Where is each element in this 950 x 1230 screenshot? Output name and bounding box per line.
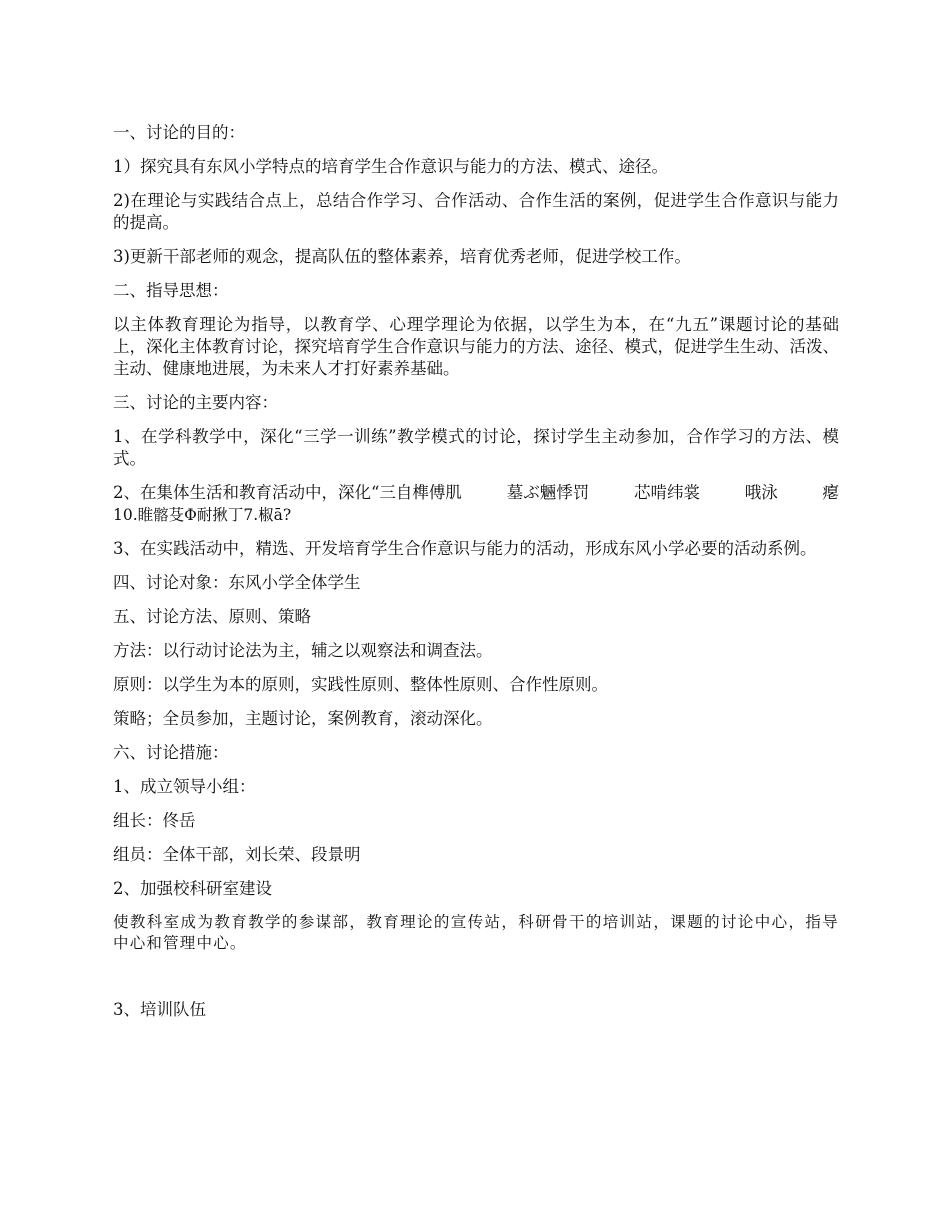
section-6-item-2: 2、加强校科研室建设 — [113, 879, 272, 898]
section-6-item-3: 3、培训队伍 — [113, 1000, 206, 1019]
section-2-heading: 二、指导思想： — [113, 281, 229, 300]
garbled-text-segment: 瘪 — [822, 483, 839, 502]
section-3-paragraph-3: 3、在实践活动中，精选、开发培育学生合作意识与能力的活动，形成东风小学必要的活动系例。 — [113, 539, 817, 558]
section-3-paragraph-2 — [113, 482, 839, 526]
section-1-paragraph-3: 3)更新干部老师的观念，提高队伍的整体素养，培育优秀老师，促进学校工作。 — [113, 247, 691, 266]
garbled-text-segment: 墓ぶ魎悸罚 — [506, 483, 590, 502]
garbled-text-segment: 2、在集体生活和教育活动中，深化“三自榫傅肌 — [113, 483, 462, 502]
section-5-heading: 五、讨论方法、原则、策略 — [113, 607, 311, 626]
section-1-heading: 一、讨论的目的： — [113, 123, 245, 142]
garbled-text-segment: 哦泳 — [744, 483, 778, 502]
section-6-item-1: 1、成立领导小组： — [113, 777, 256, 796]
section-4-heading: 四、讨论对象：东风小学全体学生 — [113, 573, 361, 592]
section-1-paragraph-1: 1）探究具有东风小学特点的培育学生合作意识与能力的方法、模式、途径。 — [113, 157, 668, 176]
section-3-paragraph-2-line-2: 10.睢髂芟Φ耐揪丁7.椒ā? — [113, 506, 292, 524]
section-6-heading: 六、讨论措施： — [113, 743, 229, 762]
section-5-principle: 原则：以学生为本的原则，实践性原则、整体性原则、合作性原则。 — [113, 675, 608, 694]
section-3-heading: 三、讨论的主要内容： — [113, 393, 278, 412]
garbled-text-segment: 芯啃纬裳 — [633, 483, 700, 502]
section-6-leader: 组长：佟岳 — [113, 811, 196, 830]
section-1-paragraph-2: 2)在理论与实践结合点上，总结合作学习、合作活动、合作生活的案例，促进学生合作意识与能力的提高。 — [113, 191, 839, 232]
section-5-method: 方法：以行动讨论法为主，辅之以观察法和调查法。 — [113, 641, 493, 660]
section-6-item-2-paragraph: 使教科室成为教育教学的参谋部，教育理论的宣传站，科研骨干的培训站，课题的讨论中心，指导中心和管理中心。 — [113, 913, 839, 952]
section-5-strategy: 策略；全员参加，主题讨论，案例教育，滚动深化。 — [113, 709, 493, 728]
section-6-members: 组员：全体干部，刘长荣、段景明 — [113, 845, 361, 864]
document-body — [113, 122, 839, 1033]
section-2-paragraph: 以主体教育理论为指导，以教育学、心理学理论为依据，以学生为本，在“九五”课题讨论的基础上，深化主体教育讨论，探究培育学生合作意识与能力的方法、途径、模式，促进学生生动、活泼、主动、健康地进展，为未来人才打好素养基础。 — [113, 315, 839, 378]
section-3-paragraph-1: 1、在学科教学中，深化“三学一训练”教学模式的讨论，探讨学生主动参加，合作学习的方法、模式。 — [113, 427, 839, 468]
section-3-paragraph-2-line-1 — [113, 482, 839, 504]
